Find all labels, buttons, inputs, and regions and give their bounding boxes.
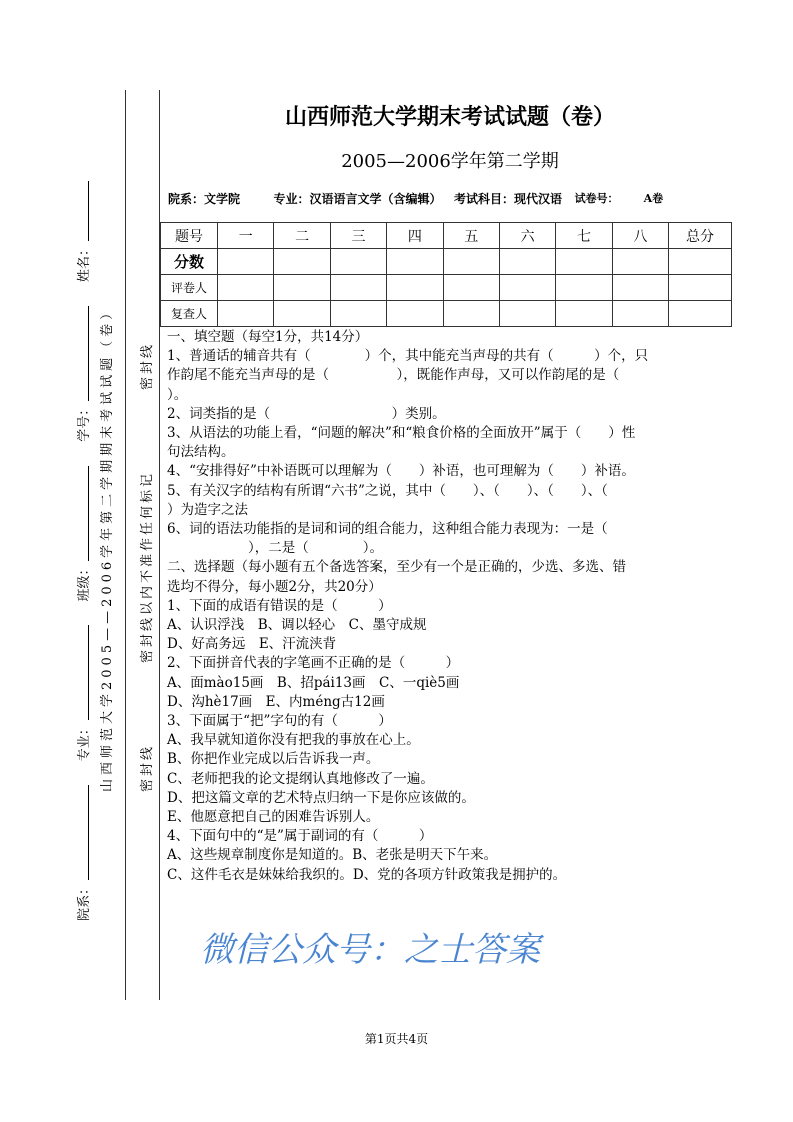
question-line: 5、有关汉字的结构有所谓“六书”之说，其中（ ）、（ ）、（ ）、（ bbox=[167, 482, 608, 499]
table-header: 四 bbox=[387, 223, 443, 249]
row-label: 评卷人 bbox=[161, 275, 218, 301]
table-header: 八 bbox=[612, 223, 668, 249]
exam-info bbox=[168, 190, 663, 207]
row-label: 复查人 bbox=[161, 301, 218, 327]
question-line: E、他愿意把自己的困难告诉别人。 bbox=[167, 809, 380, 826]
margin-field-class[interactable]: 班级： bbox=[73, 466, 92, 602]
binding-line-outer bbox=[125, 90, 126, 1000]
table-row bbox=[161, 301, 732, 327]
row-label: 分数 bbox=[161, 249, 218, 275]
question-line: 句法结构。 bbox=[167, 444, 235, 461]
table-header: 一 bbox=[218, 223, 274, 249]
question-line: 作韵尾不能充当声母的是（ ），既能作声母，又可以作韵尾的是（ bbox=[167, 367, 620, 384]
question-line: 3、从语法的功能上看，“问题的解决”和“粮食价格的全面放开”属于（ ）性 bbox=[167, 425, 636, 442]
table-header-row bbox=[161, 223, 732, 249]
page-number: 第1页共4页 bbox=[364, 1032, 429, 1046]
info-paper: A卷 bbox=[643, 192, 664, 205]
table-header: 七 bbox=[556, 223, 612, 249]
info-paper-no: 试卷号： bbox=[574, 192, 619, 205]
seal-label: 密封线 bbox=[139, 342, 155, 391]
question-line: A、这些规章制度你是知道的。B、老张是明天下午来。 bbox=[167, 847, 498, 864]
table-row bbox=[161, 249, 732, 275]
term-subtitle: 2005—2006学年第二学期 bbox=[341, 151, 559, 172]
question-line: 1、普通话的辅音共有（ ）个，其中能充当声母的共有（ ）个，只 bbox=[167, 348, 649, 365]
margin-field-major[interactable]: 专业： bbox=[73, 625, 92, 761]
watermark: 微信公众号：之士答案 bbox=[200, 930, 540, 970]
question-line: 二、选择题（每小题有五个备选答案，至少有一个是正确的，少选、多选、错 bbox=[167, 559, 626, 576]
question-line: C、这件毛衣是妹妹给我织的。D、党的各项方针政策我是拥护的。 bbox=[167, 866, 567, 883]
seal-label: 密封线 bbox=[139, 743, 155, 792]
table-header: 六 bbox=[499, 223, 555, 249]
table-header: 五 bbox=[443, 223, 499, 249]
score-table bbox=[160, 222, 732, 327]
table-header: 三 bbox=[330, 223, 386, 249]
table-header: 题号 bbox=[161, 223, 218, 249]
question-line: A、认识浮浅 B、调以轻心 C、墨守成规 bbox=[167, 617, 427, 634]
margin-field-name[interactable]: 姓名： bbox=[73, 181, 92, 282]
question-line: D、沟hè17画 E、内méng古12画 bbox=[167, 693, 385, 710]
question-line: 1、下面的成语有错误的是（ ） bbox=[167, 597, 392, 614]
info-major: 专业：汉语语言文学（含编辑） bbox=[273, 192, 442, 206]
question-line: 2、下面拼音代表的字笔画不正确的是（ ） bbox=[167, 655, 460, 672]
question-line: D、好高务远 E、汗流浃背 bbox=[167, 636, 337, 653]
question-line: D、把这篇文章的艺术特点归纳一下是你应该做的。 bbox=[167, 789, 475, 806]
question-line: ）为造字之法 bbox=[167, 501, 248, 518]
margin-field-dept[interactable]: 院系： bbox=[73, 785, 92, 921]
info-dept: 院系：文学院 bbox=[168, 192, 241, 206]
question-line: 3、下面属于“把”字句的有（ ） bbox=[167, 713, 392, 730]
question-line: 一、填空题（每空1分，共14分） bbox=[167, 329, 369, 345]
question-line: 6、词的语法功能指的是词和词的组合能力，这种组合能力表现为：一是（ bbox=[167, 521, 608, 538]
margin-field-student-id[interactable]: 学号： bbox=[73, 306, 92, 442]
page-title: 山西师范大学期末考试试题（卷） bbox=[284, 104, 615, 130]
questions bbox=[167, 328, 727, 885]
question-line: C、老师把我的论文提纲认真地修改了一遍。 bbox=[167, 770, 434, 787]
table-row bbox=[161, 275, 732, 301]
info-subject: 考试科目：现代汉语 bbox=[454, 192, 563, 206]
student-info-margin bbox=[71, 181, 93, 921]
question-line: 4、“安排得好”中补语既可以理解为（ ）补语，也可理解为（ ）补语。 bbox=[167, 463, 635, 480]
question-line: A、面mào15画 B、招pái13画 C、一qiè5画 bbox=[167, 674, 460, 691]
seal-warning: 密封线以内不准作任何标记 bbox=[139, 471, 155, 664]
table-header: 二 bbox=[274, 223, 330, 249]
question-line: A、我早就知道你没有把我的事放在心上。 bbox=[167, 732, 420, 749]
question-line: ）。 bbox=[167, 386, 188, 403]
seal-line-text bbox=[135, 342, 155, 792]
margin-school-line: 山西师范大学2005——2006学年第二学期期末考试试题（卷） bbox=[99, 302, 115, 792]
question-line: B、你把作业完成以后告诉我一声。 bbox=[167, 751, 380, 768]
question-line: 选均不得分，每小题2分，共20分） bbox=[167, 578, 382, 595]
table-header: 总分 bbox=[669, 223, 732, 249]
question-line: 2、词类指的是（ ）类别。 bbox=[167, 405, 446, 422]
question-line: ），二是（ ）。 bbox=[167, 540, 383, 557]
question-line: 4、下面句中的“是”属于副词的有（ ） bbox=[167, 828, 433, 845]
